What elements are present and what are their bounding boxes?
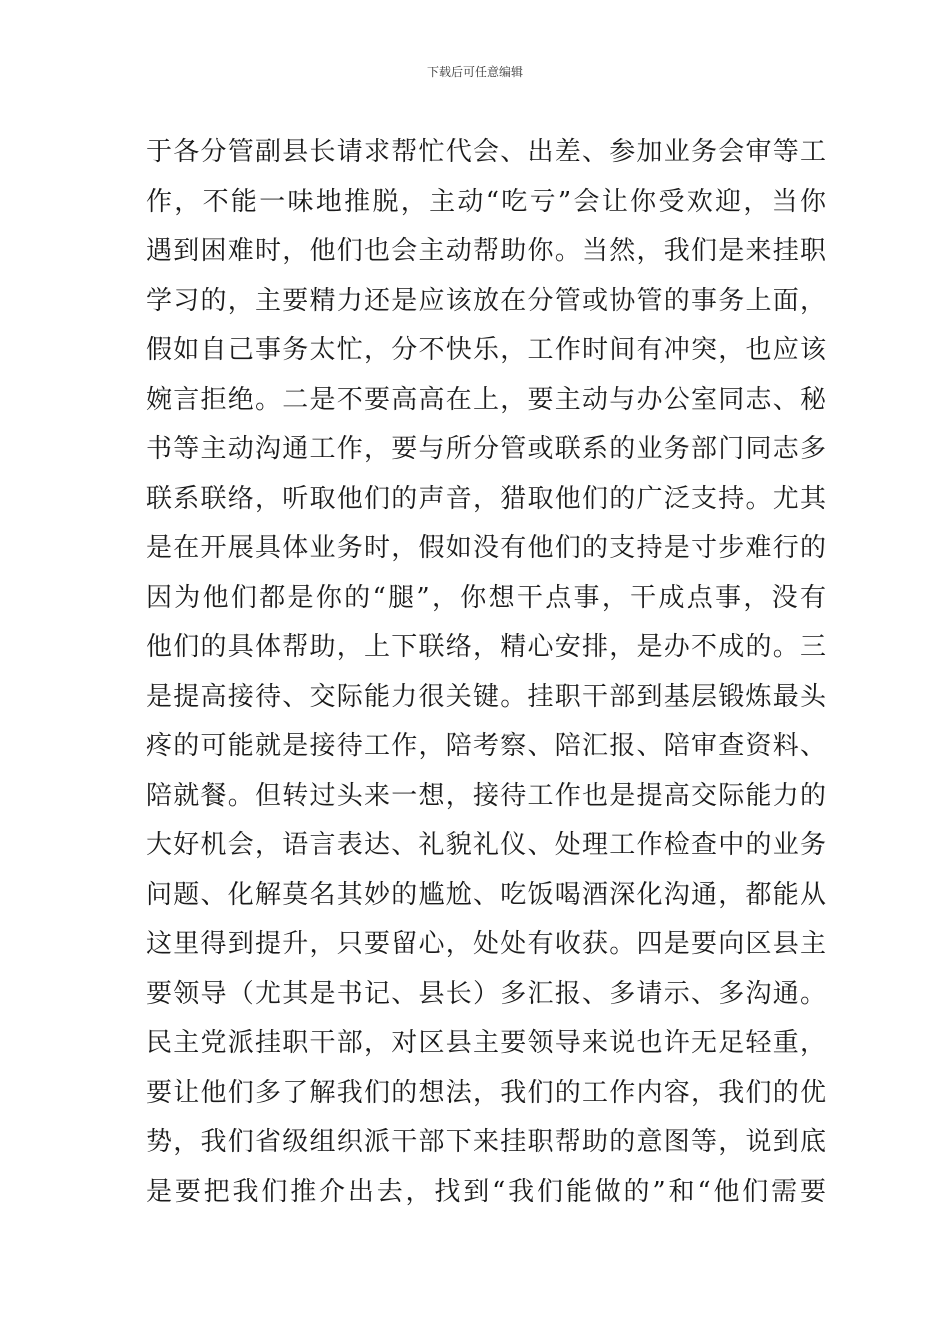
text-line: 学习的，主要精力还是应该放在分管或协管的事务上面， <box>146 285 826 316</box>
text-line: 是提高接待、交际能力很关键。挂职干部到基层锻炼最头 <box>146 681 826 712</box>
text-line: 于各分管副县长请求帮忙代会、出差、参加业务会审等工 <box>146 137 826 167</box>
text-line: 是在开展具体业务时，假如没有他们的支持是寸步难行的 <box>146 533 826 563</box>
text-line: 书等主动沟通工作，要与所分管或联系的业务部门同志多 <box>146 434 826 464</box>
document-body <box>146 128 826 1217</box>
text-line: 疼的可能就是接待工作，陪考察、陪汇报、陪审查资料、 <box>146 731 826 761</box>
text-line: 假如自己事务太忙，分不快乐，工作时间有冲突，也应该 <box>146 335 826 365</box>
text-line: 遇到困难时，他们也会主动帮助你。当然，我们是来挂职 <box>146 236 826 266</box>
text-line: 他们的具体帮助，上下联络，精心安排，是办不成的。三 <box>146 632 826 662</box>
text-line: 问题、化解莫名其妙的尴尬、吃饭喝酒深化沟通，都能从 <box>146 879 826 910</box>
text-line: 要领导（尤其是书记、县长）多汇报、多请示、多沟通。 <box>146 978 826 1009</box>
text-line: 这里得到提升，只要留心，处处有收获。四是要向区县主 <box>146 929 826 959</box>
text-line: 联系联络，听取他们的声音，猎取他们的广泛支持。尤其 <box>146 483 826 514</box>
page-header: 下载后可任意编辑 <box>426 65 523 79</box>
text-line: 要让他们多了解我们的想法，我们的工作内容，我们的优 <box>146 1077 826 1108</box>
text-line: 是要把我们推介出去，找到“我们能做的”和“他们需要 <box>146 1176 826 1207</box>
text-line: 作，不能一味地推脱，主动“吃亏”会让你受欢迎，当你 <box>146 186 826 217</box>
text-line: 民主党派挂职干部，对区县主要领导来说也许无足轻重， <box>146 1028 826 1058</box>
text-line: 势，我们省级组织派干部下来挂职帮助的意图等，说到底 <box>146 1127 826 1157</box>
text-line: 婉言拒绝。二是不要高高在上，要主动与办公室同志、秘 <box>146 384 826 415</box>
text-line: 因为他们都是你的“腿”，你想干点事，干成点事，没有 <box>146 582 826 613</box>
text-line: 大好机会，语言表达、礼貌礼仪、处理工作检查中的业务 <box>146 830 826 860</box>
text-line: 陪就餐。但转过头来一想，接待工作也是提高交际能力的 <box>146 780 826 811</box>
